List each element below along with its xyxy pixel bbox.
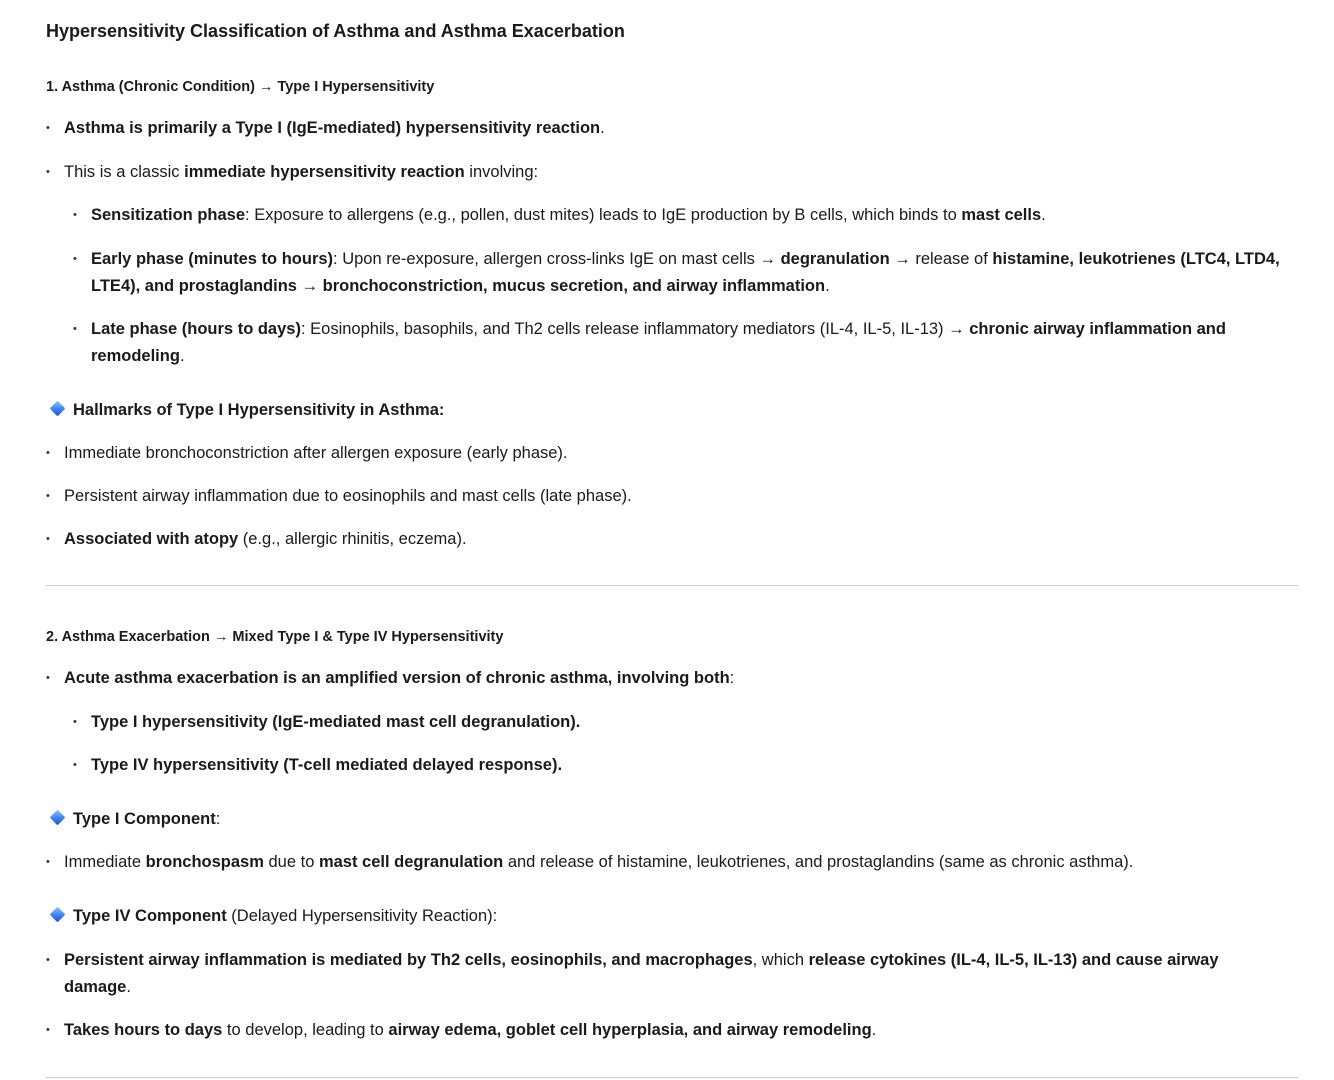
list-item-sensitization: • Sensitization phase: Exposure to allergens (e.g., pollen, dust mites) leads to IgE production by B cells, which binds to mast cells. (91, 202, 1306, 229)
blue-diamond-icon (50, 401, 66, 417)
page-title: Hypersensitivity Classification of Asthma and Asthma Exacerbation (46, 21, 625, 41)
section-1-heading: 1. Asthma (Chronic Condition) → Type I Hypersensitivity (46, 79, 435, 95)
list-item: • Acute asthma exacerbation is an amplified version of chronic asthma, involving both: (64, 665, 734, 692)
blue-diamond-icon (50, 907, 66, 923)
list-item: • This is a classic immediate hypersensitivity reaction involving: (64, 159, 538, 186)
list-item-early-phase: • Early phase (minutes to hours): Upon re-exposure, allergen cross-links IgE on mast cells → degranulation → release of histamine, leukotrienes (LTC4, LTD4, LTE4), and prostaglandins → bronchoconstriction, mucus secretion, and airway inflammation. (91, 246, 1306, 300)
list-item: • Takes hours to days to develop, leading to airway edema, goblet cell hyperplasia, and airway remodeling. (64, 1017, 876, 1044)
list-item: • Persistent airway inflammation due to eosinophils and mast cells (late phase). (64, 483, 632, 510)
list-item-type-iv: • Type IV hypersensitivity (T-cell mediated delayed response). (91, 752, 1306, 779)
blue-diamond-icon (50, 810, 66, 826)
list-item: • Immediate bronchospasm due to mast cell degranulation and release of histamine, leukotrienes, and prostaglandins (same as chronic asthma). (64, 849, 1133, 876)
list-item-type-i: • Type I hypersensitivity (IgE-mediated mast cell degranulation). (91, 709, 1306, 736)
list-item: • Immediate bronchoconstriction after allergen exposure (early phase). (64, 440, 568, 467)
list-item: • Persistent airway inflammation is mediated by Th2 cells, eosinophils, and macrophages, which release cytokines (IL-4, IL-5, IL-13) and cause airway damage. (64, 947, 1284, 1001)
section-2-heading: 2. Asthma Exacerbation → Mixed Type I & Type IV Hypersensitivity (46, 629, 504, 645)
list-item: • Asthma is primarily a Type I (IgE-mediated) hypersensitivity reaction. (64, 115, 605, 142)
type-i-component-heading: Type I Component: (50, 806, 220, 833)
list-item-late-phase: • Late phase (hours to days): Eosinophils, basophils, and Th2 cells release inflammatory mediators (IL-4, IL-5, IL-13) → chronic airway inflammation and remodeling. (91, 316, 1306, 370)
type-iv-component-heading: Type IV Component (Delayed Hypersensitivity Reaction): (50, 903, 497, 930)
list-item: • Associated with atopy (e.g., allergic rhinitis, eczema). (64, 526, 467, 553)
divider (46, 585, 1298, 586)
hallmarks-heading: Hallmarks of Type I Hypersensitivity in Asthma: (50, 397, 444, 424)
divider (46, 1077, 1298, 1078)
